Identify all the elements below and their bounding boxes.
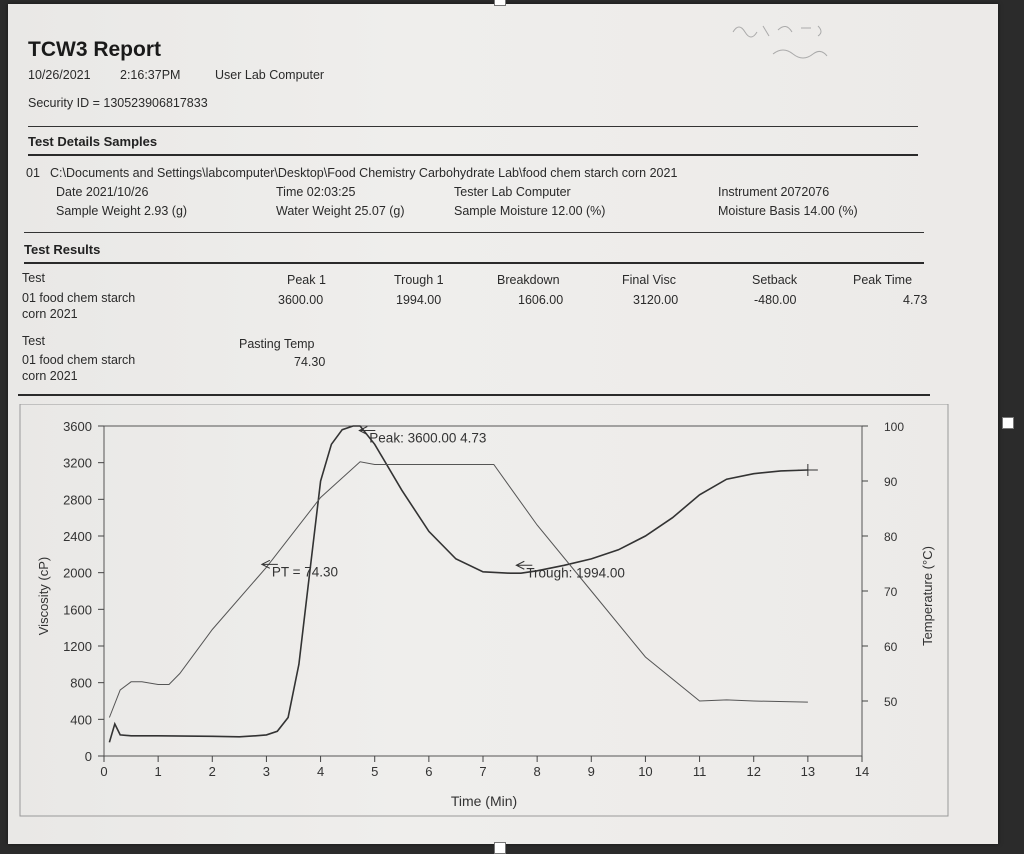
x-tick-label: 6 (425, 764, 433, 779)
col-setback-label: Setback (752, 273, 798, 287)
col-peaktime-value: 4.73 (903, 293, 928, 307)
col-setback-value: -480.00 (754, 293, 797, 307)
x-tick-label: 3 (262, 764, 271, 779)
divider (28, 126, 918, 127)
results-heading: Test Results (24, 242, 101, 257)
security-id: Security ID = 130523906817833 (28, 96, 208, 110)
resize-handle-right[interactable] (1002, 417, 1014, 429)
sample-name-2-cont: corn 2021 (22, 369, 78, 383)
rva-chart (14, 404, 954, 819)
report-title: TCW3 Report (28, 38, 161, 61)
divider (24, 262, 924, 264)
peak-annotation: Peak: 3600.00 4.73 (369, 430, 487, 446)
y2-tick-label: 70 (884, 585, 898, 599)
y-tick-label: 2800 (63, 492, 92, 508)
temperature-curve (109, 462, 808, 718)
y2-tick-label: 80 (884, 530, 898, 544)
report-time: 2:16:37PM (120, 68, 181, 82)
resize-handle-top[interactable] (494, 0, 506, 6)
col-peaktime-label: Peak Time (853, 273, 913, 287)
x-tick-label: 7 (479, 764, 487, 779)
y2-axis-label: Temperature (°C) (920, 546, 935, 646)
x-tick-label: 8 (533, 764, 541, 779)
y2-tick-label: 60 (884, 640, 898, 654)
report-user: User Lab Computer (215, 68, 325, 82)
x-tick-label: 5 (371, 764, 379, 779)
viscosity-curve (109, 426, 808, 742)
moisture-basis: Moisture Basis 14.00 (%) (718, 204, 858, 218)
x-tick-label: 2 (208, 764, 216, 779)
x-tick-label: 1 (154, 764, 162, 779)
x-tick-label: 13 (800, 764, 816, 779)
report-date: 10/26/2021 (28, 68, 91, 82)
divider (28, 154, 918, 156)
water-weight: Water Weight 25.07 (g) (276, 204, 405, 218)
sample-moisture: Sample Moisture 12.00 (%) (454, 204, 606, 218)
handwritten-scribble (723, 12, 883, 62)
instrument: Instrument 2072076 (718, 185, 830, 199)
x-tick-label: 14 (854, 764, 870, 779)
y-tick-label: 1200 (63, 639, 92, 654)
report-page (8, 4, 998, 844)
y-tick-label: 1600 (63, 602, 92, 618)
y2-tick-label: 90 (884, 475, 898, 489)
y-tick-label: 800 (70, 675, 92, 691)
y-tick-label: 400 (70, 712, 92, 728)
col-breakdown-value: 1606.00 (518, 293, 564, 307)
col-trough-label: Trough 1 (394, 273, 444, 287)
pasting-temp-annotation: PT = 74.30 (271, 564, 339, 580)
resize-handle-bottom[interactable] (494, 842, 506, 854)
pasting-temp-label: Pasting Temp (239, 337, 315, 351)
col-finalvisc-label: Final Visc (622, 273, 676, 287)
col-breakdown-label: Breakdown (497, 273, 560, 287)
sample-name-cont: corn 2021 (22, 307, 78, 321)
x-tick-label: 12 (746, 764, 761, 779)
x-tick-label: 11 (692, 764, 707, 779)
test-date: Date 2021/10/26 (56, 185, 149, 199)
x-tick-label: 4 (316, 764, 325, 779)
col-finalvisc-value: 3120.00 (633, 293, 679, 307)
x-axis-label: Time (Min) (450, 793, 518, 809)
col-peak-label: Peak 1 (287, 273, 326, 287)
x-tick-label: 9 (587, 764, 595, 779)
y-tick-label: 3200 (63, 455, 92, 471)
y2-tick-label: 100 (884, 420, 905, 434)
pasting-temp-value: 74.30 (294, 355, 326, 369)
divider (18, 394, 930, 396)
test-time: Time 02:03:25 (276, 185, 356, 199)
trough-annotation: Trough: 1994.00 (526, 565, 625, 581)
y-tick-label: 2400 (63, 529, 92, 544)
y-tick-label: 0 (84, 749, 92, 764)
sample-name-2: 01 food chem starch (22, 353, 136, 367)
sample-weight: Sample Weight 2.93 (g) (56, 204, 188, 218)
y-tick-label: 2000 (63, 565, 92, 581)
y2-tick-label: 50 (884, 695, 898, 709)
x-tick-label: 10 (638, 764, 653, 779)
col-peak-value: 3600.00 (278, 293, 324, 307)
col-trough-value: 1994.00 (396, 293, 442, 307)
x-tick-label: 0 (100, 764, 108, 779)
test-label-2: Test (22, 334, 45, 348)
sample-path: C:\Documents and Settings\labcomputer\Desktop\Food Chemistry Carbohydrate Lab\food chem starch corn 2021 (50, 166, 678, 180)
y-axis-label: Viscosity (cP) (36, 556, 51, 636)
sample-number: 01 (26, 166, 40, 180)
tester: Tester Lab Computer (454, 185, 571, 199)
details-heading: Test Details Samples (28, 134, 158, 149)
sample-name: 01 food chem starch (22, 291, 136, 305)
y-tick-label: 3600 (63, 419, 92, 434)
chart-frame (20, 404, 948, 816)
test-label: Test (22, 271, 45, 285)
divider (24, 232, 924, 233)
